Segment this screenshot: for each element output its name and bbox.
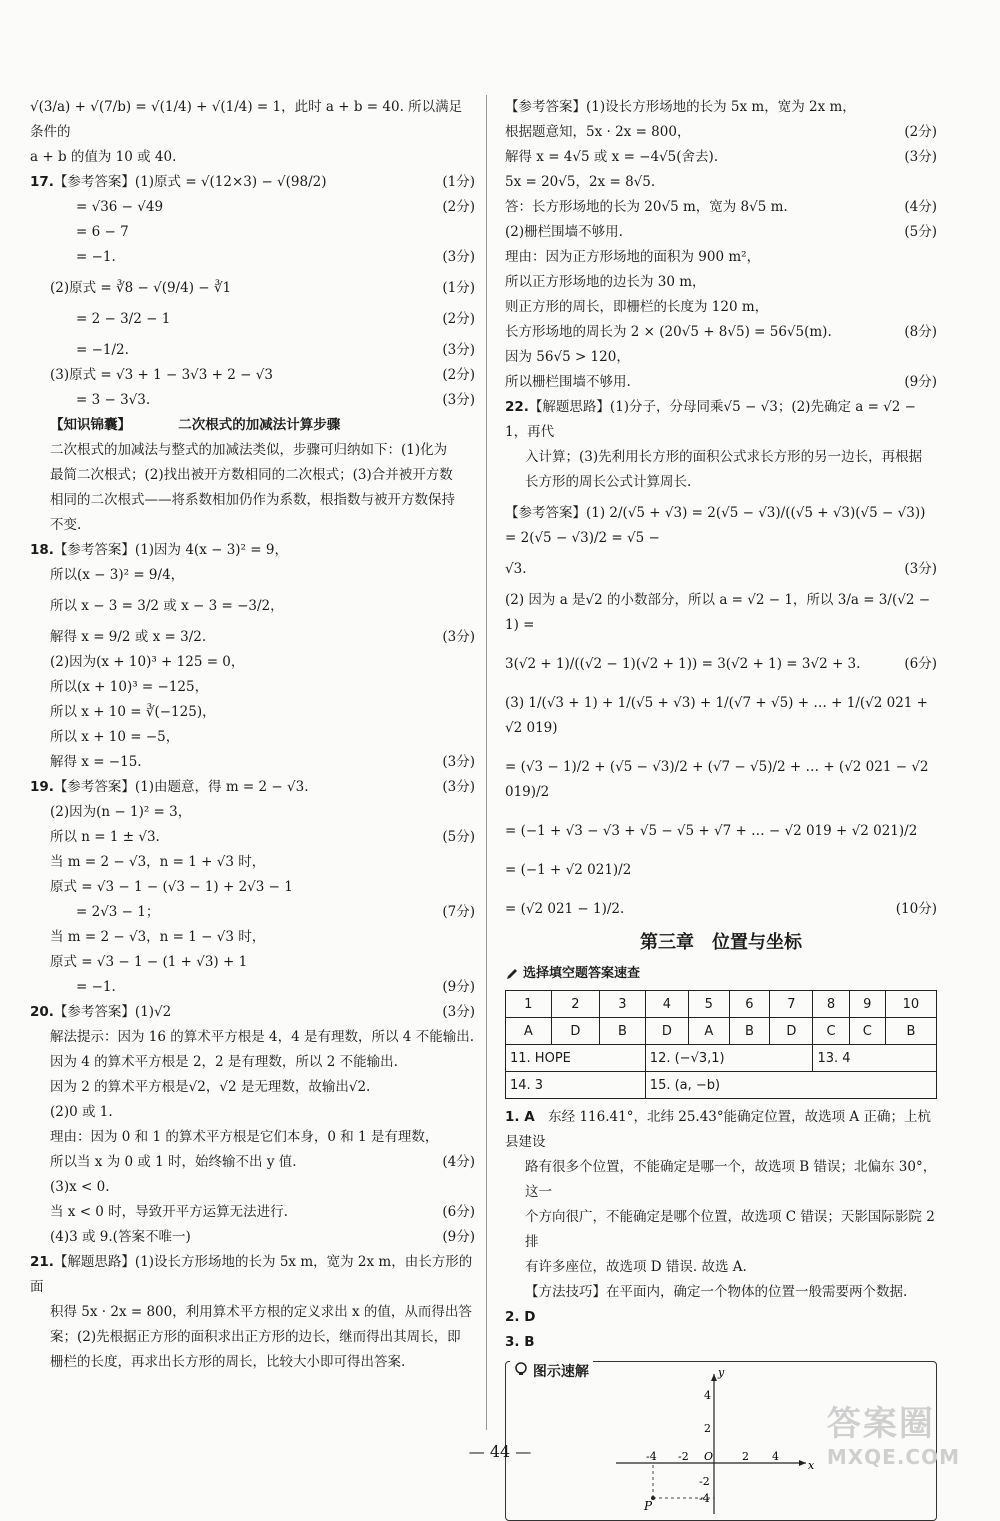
q21b-line <box>505 120 937 145</box>
score: (5分) <box>904 224 937 240</box>
q21b-text: 解得 x = 4√5 或 x = −4√5(舍去). <box>505 149 719 165</box>
q19-text: 【参考答案】(1)由题意，得 m = 2 − √3. <box>53 779 309 795</box>
x-tick-label: -2 <box>678 1450 689 1463</box>
table-cell: 11. HOPE <box>506 1045 646 1072</box>
score: (9分) <box>442 979 475 995</box>
q17-number: 17. <box>30 174 54 190</box>
q20-number: 20. <box>30 1004 54 1020</box>
q21b-text: 答：长方形场地的长为 20√5 m，宽为 8√5 m. <box>505 199 788 215</box>
score: (5分) <box>442 829 475 845</box>
x-tick-label: 2 <box>742 1450 749 1463</box>
score: (3分) <box>442 1004 475 1020</box>
intro-line: a + b 的值为 10 或 40. <box>30 149 177 165</box>
a1-text: 东经 116.41°，北纬 25.43°能确定位置，故选项 A 正确；上杭县建设 <box>505 1109 931 1150</box>
x-tick-label: 4 <box>772 1450 779 1463</box>
right-column <box>505 95 937 1521</box>
q20-line: 解法提示：因为 16 的算术平方根是 4，4 是有理数，所以 4 不能输出. <box>50 1029 474 1045</box>
watermark-url: MXQE.COM <box>826 1445 960 1469</box>
table-cell: 14. 3 <box>506 1072 646 1099</box>
score: (3分) <box>442 249 475 265</box>
column-divider <box>486 95 487 1430</box>
method-tip: 【方法技巧】在平面内，确定一个物体的位置一般需要两个数据. <box>525 1284 908 1300</box>
tip-line: 二次根式的加减法与整式的加减法类似，步骤可归纳如下：(1)化为 <box>50 442 448 458</box>
score: (8分) <box>904 324 937 340</box>
score: (3分) <box>904 561 937 577</box>
q22-text: 3(√2 + 1)/((√2 − 1)(√2 + 1)) = 3(√2 + 1) = 3√2 + 3. <box>505 656 861 672</box>
table-cell: B <box>729 1018 770 1045</box>
page-number: — 44 — <box>468 1442 532 1461</box>
q17-text: = −1. <box>76 249 116 265</box>
q20-text: 【参考答案】(1)√2 <box>53 1004 172 1020</box>
q21b-text: 根据题意知，5x · 2x = 800， <box>505 124 691 140</box>
table-row <box>506 1045 937 1072</box>
q21-line: 案；(2)先根据正方形的面积求出正方形的边长，继而得出其周长，即 <box>50 1329 461 1345</box>
q21-number: 21. <box>30 1254 54 1270</box>
q17-text: = √36 − √49 <box>76 199 164 215</box>
a1-line <box>505 1105 937 1155</box>
origin-label: O <box>704 1450 714 1463</box>
score: (2分) <box>904 124 937 140</box>
quick-answer-title: 选择填空题答案速查 <box>523 966 641 981</box>
q22-line: = (√3 − 1)/2 + (√5 − √3)/2 + (√7 − √5)/2 + … + (√2 021 − √2 019)/2 <box>505 759 929 800</box>
knowledge-tip <box>30 413 475 438</box>
table-row <box>506 1072 937 1099</box>
q22-text: = (√2 021 − 1)/2. <box>505 901 625 917</box>
q22-line <box>505 395 937 445</box>
q20-line: 因为 4 的算术平方根是 2，2 是有理数，所以 2 不能输出. <box>50 1054 398 1070</box>
q17-line <box>30 170 475 195</box>
watermark <box>827 1396 960 1469</box>
y-tick-label: -4 <box>699 1492 710 1505</box>
q22-number: 22. <box>505 399 529 415</box>
q22-line: = (−1 + √3 − √3 + √5 − √5 + √7 + … − √2 019 + √2 021)/2 <box>505 823 918 839</box>
q18-line: (2)因为(x + 10)³ + 125 = 0， <box>50 654 245 670</box>
q21-line: 栅栏的长度，再求出长方形的周长，比较大小即可得出答案. <box>50 1354 406 1370</box>
table-cell: 6 <box>729 991 770 1018</box>
q21b-line <box>505 195 937 220</box>
q17-text: 【参考答案】(1)原式 = √(12×3) − √(98/2) <box>53 174 327 190</box>
x-tick-label: -4 <box>646 1450 657 1463</box>
table-row <box>506 991 937 1018</box>
q20-line <box>30 1150 475 1175</box>
q18-number: 18. <box>30 542 54 558</box>
score: (6分) <box>904 656 937 672</box>
q20-line <box>30 1225 475 1250</box>
a1-line: 个方向很广，不能确定是哪个位置，故选项 C 错误；天影国际影院 2 排 <box>525 1209 935 1250</box>
y-axis-label: y <box>718 1366 725 1379</box>
score: (9分) <box>904 374 937 390</box>
table-cell: 4 <box>645 991 688 1018</box>
q17-line <box>30 307 475 332</box>
tip-line: 最简二次根式；(2)找出被开方数相同的二次根式；(3)合并被开方数 <box>50 467 453 483</box>
q18-text: 解得 x = −15. <box>50 754 142 770</box>
q20-line: 因为 2 的算术平方根是√2，√2 是无理数，故输出√2. <box>50 1079 371 1095</box>
q21-line <box>30 1250 475 1300</box>
q20-line: 理由：因为 0 和 1 的算术平方根是它们本身，0 和 1 是有理数， <box>50 1129 439 1145</box>
table-cell: 1 <box>506 991 552 1018</box>
score: (3分) <box>904 149 937 165</box>
a1-number: 1. A <box>505 1109 535 1125</box>
q21b-text: (2)栅栏围墙不够用. <box>505 224 623 240</box>
q17-line <box>30 388 475 413</box>
q21b-line: 理由：因为正方形场地的面积为 900 m²， <box>505 249 761 265</box>
q21b-line <box>505 145 937 170</box>
tip-line: 相同的二次根式——将系数相加仍作为系数，根指数与被开方数保持 <box>50 492 455 508</box>
tip-heading: 二次根式的加减法计算步骤 <box>178 417 341 433</box>
q19-text: 所以 n = 1 ± √3. <box>50 829 160 845</box>
q22-line: (3) 1/(√3 + 1) + 1/(√5 + √3) + 1/(√7 + √5) + … + 1/(√2 021 + √2 019) <box>505 695 928 736</box>
q21-line: 积得 5x · 2x = 800，利用算术平方根的定义求出 x 的值，从而得出答 <box>50 1304 472 1320</box>
q20-text: 所以当 x 为 0 或 1 时，始终输不出 y 值. <box>50 1154 297 1170</box>
q18-line: 所以 x + 10 = ∛(−125)， <box>50 704 216 720</box>
q17-line <box>30 245 475 270</box>
table-cell: 8 <box>813 991 849 1018</box>
q21b-line <box>505 320 937 345</box>
q20-line <box>30 1000 475 1025</box>
x-axis-label: x <box>808 1459 815 1472</box>
score: (2分) <box>442 199 475 215</box>
q17-text: = 2 − 3/2 − 1 <box>76 311 171 327</box>
a2-line: 2. D <box>505 1309 536 1325</box>
chapter-title: 第三章 位置与坐标 <box>640 932 802 953</box>
score: (2分) <box>442 311 475 327</box>
q18-line: 所以 x + 10 = −5， <box>50 729 180 745</box>
table-cell: C <box>849 1018 885 1045</box>
q19-line: 当 m = 2 − √3，n = 1 − √3 时， <box>50 929 266 945</box>
score: (2分) <box>442 367 475 383</box>
point-label: P <box>644 1499 653 1513</box>
q19-text: = 2√3 − 1； <box>76 904 160 920</box>
q19-line <box>30 975 475 1000</box>
score: (3分) <box>442 754 475 770</box>
table-cell: D <box>551 1018 599 1045</box>
q22-line: 【参考答案】(1) 2/(√5 + √3) = 2(√5 − √3)/((√5 + √3)(√5 − √3)) = 2(√5 − √3)/2 = √5 − <box>505 505 926 546</box>
table-cell: 5 <box>688 991 729 1018</box>
table-cell: D <box>770 1018 813 1045</box>
score: (1分) <box>442 174 475 190</box>
q22-line <box>505 557 937 582</box>
watermark-text: 答案圈 <box>826 1404 935 1444</box>
q21b-line <box>505 370 937 395</box>
q21b-line: 5x = 20√5，2x = 8√5. <box>505 174 656 190</box>
q22-line: 入计算；(3)先利用长方形的面积公式求长方形的另一边长，再根据 <box>525 449 923 465</box>
table-cell: 13. 4 <box>813 1045 937 1072</box>
q17-text: = 3 − 3√3. <box>76 392 151 408</box>
table-cell: 10 <box>885 991 936 1018</box>
q17-line <box>30 363 475 388</box>
q21b-line: 则正方形的周长，即栅栏的长度为 120 m， <box>505 299 769 315</box>
q18-line <box>30 625 475 650</box>
table-cell: A <box>506 1018 552 1045</box>
table-cell: 15. (a, −b) <box>645 1072 936 1099</box>
quick-answer-heading <box>505 961 937 986</box>
q19-line <box>30 900 475 925</box>
answer-table <box>505 990 937 1099</box>
q20-line <box>30 1200 475 1225</box>
table-cell: B <box>600 1018 646 1045</box>
q19-line: 当 m = 2 − √3，n = 1 + √3 时， <box>50 854 266 870</box>
table-cell: 12. (−√3,1) <box>645 1045 813 1072</box>
score: (9分) <box>442 1229 475 1245</box>
q19-line: (2)因为(n − 1)² = 3， <box>50 804 192 820</box>
table-cell: 2 <box>551 991 599 1018</box>
q19-line <box>30 825 475 850</box>
q20-text: 当 x < 0 时，导致开平方运算无法进行. <box>50 1204 288 1220</box>
table-cell: 7 <box>770 991 813 1018</box>
table-cell: B <box>885 1018 936 1045</box>
q17-line <box>30 195 475 220</box>
q18-line: 所以(x − 3)² = 9/4， <box>50 567 185 583</box>
q18-line: 所以(x + 10)³ = −125， <box>50 679 209 695</box>
table-row <box>506 1018 937 1045</box>
q21b-line: 因为 56√5 > 120， <box>505 349 630 365</box>
q18-text: 【参考答案】(1)因为 4(x − 3)² = 9， <box>53 542 288 558</box>
q21b-line <box>505 220 937 245</box>
q22-line <box>505 652 937 677</box>
a1-line: 有许多座位，故选项 D 错误. 故选 A. <box>525 1259 747 1275</box>
q22-line <box>505 897 937 922</box>
q18-line <box>30 750 475 775</box>
q17-line <box>30 338 475 363</box>
pencil-icon <box>505 967 519 981</box>
q19-line: 原式 = √3 − 1 − (√3 − 1) + 2√3 − 1 <box>50 879 293 895</box>
q20-line: (2)0 或 1. <box>50 1104 113 1120</box>
q21-text: 【解题思路】(1)设长方形场地的长为 5x m，宽为 2x m，由长方形的面 <box>30 1254 473 1295</box>
table-cell: D <box>645 1018 688 1045</box>
table-cell: A <box>688 1018 729 1045</box>
q17-text: (2)原式 = ∛8 − √(9/4) − ∛1 <box>50 280 232 296</box>
score: (4分) <box>904 199 937 215</box>
score: (3分) <box>442 779 475 795</box>
tip-line: 不变. <box>50 517 82 533</box>
score: (3分) <box>442 629 475 645</box>
q18-text: 解得 x = 9/2 或 x = 3/2. <box>50 629 207 645</box>
q19-line: 原式 = √3 − 1 − (1 + √3) + 1 <box>50 954 248 970</box>
q18-line <box>30 538 475 563</box>
q20-text: (4)3 或 9.(答案不唯一) <box>50 1229 191 1245</box>
y-tick-label: 4 <box>704 1389 711 1402</box>
score: (7分) <box>442 904 475 920</box>
q21b-text: 长方形场地的周长为 2 × (20√5 + 8√5) = 56√5(m). <box>505 324 832 340</box>
q22-line: = (−1 + √2 021)/2 <box>505 862 632 878</box>
a3-line: 3. B <box>505 1334 535 1350</box>
left-column <box>30 95 475 1375</box>
table-cell: 9 <box>849 991 885 1018</box>
table-cell: C <box>813 1018 849 1045</box>
q22-text: 【解题思路】(1)分子，分母同乘√5 − √3；(2)先确定 a = √2 − 1，再代 <box>505 399 916 440</box>
score: (1分) <box>442 280 475 296</box>
q17-text: (3)原式 = √3 + 1 − 3√3 + 2 − √3 <box>50 367 273 383</box>
q22-line: (2) 因为 a 是√2 的小数部分，所以 a = √2 − 1，所以 3/a = 3/(√2 − 1) = <box>505 592 931 633</box>
q22-line: 长方形的周长公式计算周长. <box>525 474 692 490</box>
q21b-text: 所以栅栏围墙不够用. <box>505 374 631 390</box>
q17-line: = 6 − 7 <box>76 224 129 240</box>
q19-number: 19. <box>30 779 54 795</box>
q17-line <box>30 276 475 301</box>
score: (3分) <box>442 342 475 358</box>
q18-line: 所以 x − 3 = 3/2 或 x − 3 = −3/2， <box>50 598 284 614</box>
q20-line: (3)x < 0. <box>50 1179 110 1195</box>
score: (4分) <box>442 1154 475 1170</box>
q17-text: = −1/2. <box>76 342 129 358</box>
diagram-title-text: 图示速解 <box>532 1364 589 1380</box>
y-tick-label: -2 <box>699 1475 710 1488</box>
table-cell: 3 <box>600 991 646 1018</box>
score: (6分) <box>442 1204 475 1220</box>
y-tick-label: 2 <box>704 1422 711 1435</box>
score: (10分) <box>895 901 937 917</box>
score: (3分) <box>442 392 475 408</box>
a1-line: 路有很多个位置，不能确定是哪一个，故选项 B 错误；北偏东 30°，这一 <box>525 1159 937 1200</box>
intro-line: √(3/a) + √(7/b) = √(1/4) + √(1/4) = 1，此时 a + b = 40. 所以满足条件的 <box>30 99 463 140</box>
q19-text: = −1. <box>76 979 116 995</box>
q19-line <box>30 775 475 800</box>
y-axis-arrow <box>711 1374 717 1381</box>
q21b-line: 所以正方形场地的边长为 30 m， <box>505 274 706 290</box>
q22-text: √3. <box>505 561 527 577</box>
tip-label: 【知识锦囊】 <box>50 417 125 433</box>
q21b-line: 【参考答案】(1)设长方形场地的长为 5x m，宽为 2x m， <box>505 99 856 115</box>
